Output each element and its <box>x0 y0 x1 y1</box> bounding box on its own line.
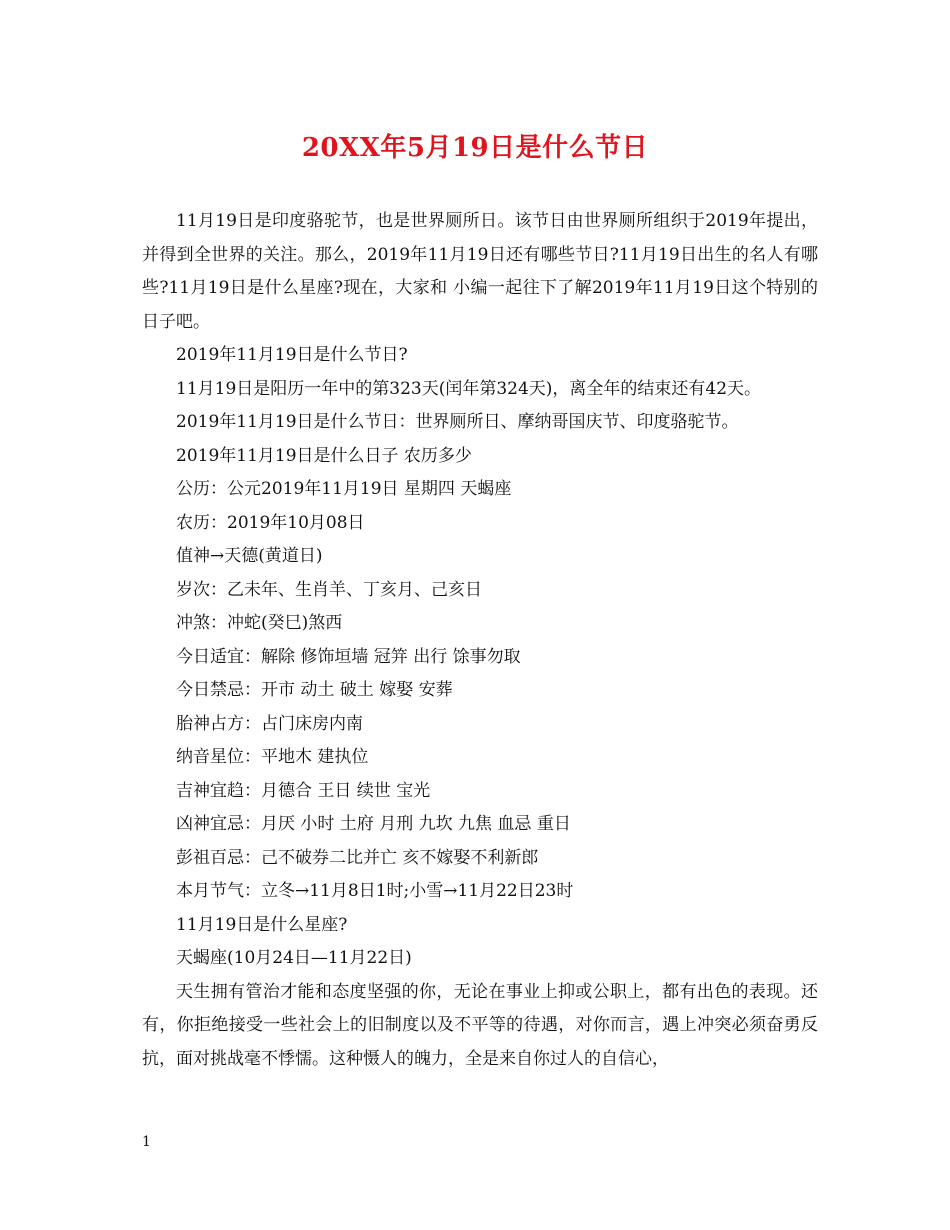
paragraph-suici: 岁次：乙未年、生肖羊、丁亥月、己亥日 <box>176 579 482 600</box>
paragraph-ji: 今日禁忌：开市 动土 破土 嫁娶 安葬 <box>176 680 453 700</box>
paragraph-jieqi: 本月节气：立冬→11月8日1时;小雪→11月22日23时 <box>176 881 574 901</box>
paragraph-chongsha: 冲煞：冲蛇(癸巳)煞西 <box>176 613 343 633</box>
paragraph-zhishen: 值神→天德(黄道日) <box>176 546 323 566</box>
page-number: 1 <box>142 1134 151 1150</box>
paragraph-zodiac-description: 天生拥有管治才能和态度坚强的你，无论在事业上抑或公职上，都有出色的表现。还有，你拒绝接受一些社会上的旧制度以及不平等的待遇，对你而言，遇上冲突必须奋勇反抗，面对挑战毫不悸懦。这种慑人的魄力，全是来自你过人的自信心， <box>142 981 818 1069</box>
document-title: 20XX年5月19日是什么节日 <box>301 133 649 163</box>
paragraph-taishen: 胎神占方：占门床房内南 <box>176 713 363 734</box>
paragraph-lunar-question: 2019年11月19日是什么日子 农历多少 <box>176 445 472 466</box>
paragraph-zodiac-range: 天蝎座(10月24日—11月22日) <box>176 948 412 968</box>
paragraph-pengzu: 彭祖百忌：己不破券二比并亡 亥不嫁娶不利新郎 <box>176 847 539 868</box>
paragraph-xiongshen: 凶神宜忌：月厌 小时 土府 月刑 九坎 九焦 血忌 重日 <box>176 814 571 834</box>
paragraph-jishen: 吉神宜趋：月德合 王日 续世 宝光 <box>176 780 431 801</box>
paragraph-zodiac-question: 11月19日是什么星座? <box>176 914 348 935</box>
paragraph-day-of-year: 11月19日是阳历一年中的第323天(闰年第324天)，离全年的结束还有42天。 <box>176 378 762 399</box>
paragraph-lunar: 农历：2019年10月08日 <box>176 512 365 533</box>
paragraph-festivals: 2019年11月19日是什么节日：世界厕所日、摩纳哥国庆节、印度骆驼节。 <box>176 412 739 432</box>
paragraph-yi: 今日适宜：解除 修饰垣墙 冠笄 出行 馀事勿取 <box>176 646 521 667</box>
paragraph-intro: 11月19日是印度骆驼节，也是世界厕所日。该节日由世界厕所组织于2019年提出，并得到全世界的关注。那么，2019年11月19日还有哪些节日?11月19日出生的名人有哪些?11月19日是什么星座?现在，大家和 小编一起往下了解2019年11月19日这个特别的日子吧。 <box>142 211 818 332</box>
document-body <box>142 205 818 1076</box>
paragraph-nayin: 纳音星位：平地木 建执位 <box>176 747 369 767</box>
paragraph-gregorian: 公历：公元2019年11月19日 星期四 天蝎座 <box>176 479 512 499</box>
paragraph-question-festival: 2019年11月19日是什么节日? <box>176 345 408 365</box>
